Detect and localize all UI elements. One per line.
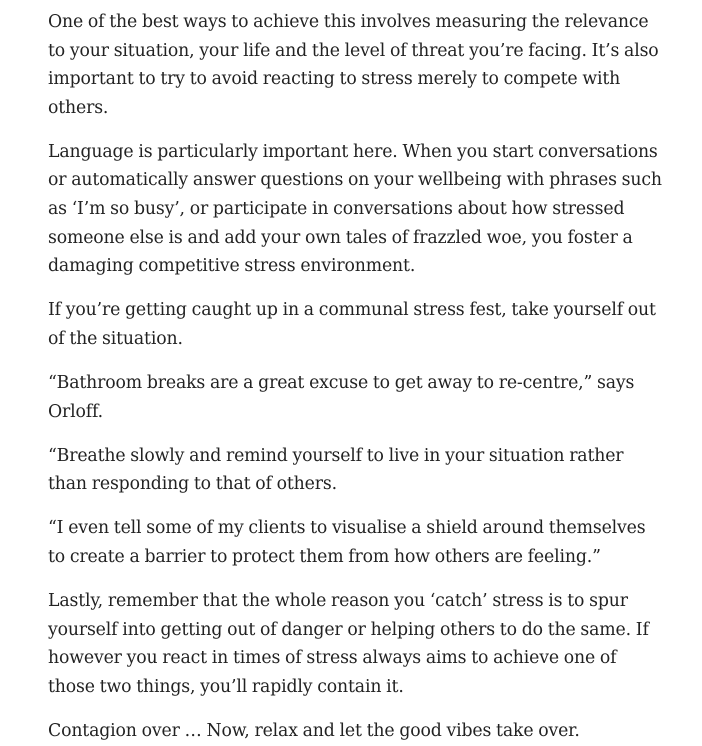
article-paragraph-4: “Bathroom breaks are a great excuse to get away to re-centre,” says Orloff. [48, 373, 635, 422]
article-paragraph-3: If you’re getting caught up in a communal stress fest, take yourself out of the situation. [48, 300, 656, 349]
article-paragraph-8: Contagion over … Now, relax and let the good vibes take over. [48, 720, 580, 741]
article-paragraph-1: One of the best ways to achieve this involves measuring the relevance to your situation, your life and the level of threat you’re facing. It’s also important to try to avoid reacting to stress merely to compete with others. [48, 12, 659, 118]
article-paragraph-7: Lastly, remember that the whole reason you ‘catch’ stress is to spur yourself into getting out of danger or helping others to do the same. If however you react in times of stress always aims to achieve one of those two things, you’ll rapidly contain it. [48, 591, 649, 697]
article-paragraph-6: “I even tell some of my clients to visualise a shield around themselves to create a barrier to protect them from how others are feeling.” [48, 518, 646, 567]
article-paragraph-2: Language is particularly important here. When you start conversations or automatically answer questions on your wellbeing with phrases such as ‘I’m so busy’, or participate in conversations about how stressed someone else is and add your own tales of frazzled woe, you foster a damaging competitive stress environment. [48, 141, 662, 277]
article-paragraph-5: “Breathe slowly and remind yourself to live in your situation rather than responding to that of others. [48, 445, 624, 495]
